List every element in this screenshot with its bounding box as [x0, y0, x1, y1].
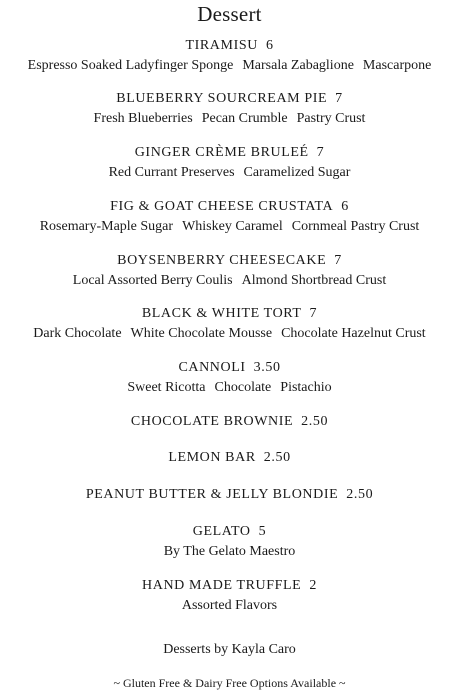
- item-price: 7: [309, 306, 318, 321]
- item-component: Fresh Blueberries: [93, 111, 193, 126]
- menu-item-chocolate-brownie: [0, 413, 459, 431]
- item-description: [0, 543, 459, 561]
- menu-item-pbj-blondie: [0, 486, 459, 504]
- item-name: CANNOLI: [178, 360, 246, 375]
- menu-item-tiramisu: [0, 37, 459, 75]
- item-price: 6: [265, 38, 274, 53]
- item-component: Assorted Flavors: [181, 598, 278, 613]
- item-component: Chocolate: [214, 380, 272, 395]
- item-description: [0, 164, 459, 182]
- item-component: Local Assorted Berry Coulis: [72, 273, 233, 288]
- menu-item-fig-goat-cheese-crustata: [0, 198, 459, 236]
- item-price: 2.50: [301, 414, 329, 429]
- item-component: Espresso Soaked Ladyfinger Sponge: [27, 58, 234, 73]
- pastry-chef-credit: Desserts by Kayla Caro: [163, 642, 296, 657]
- item-name: TIRAMISU: [185, 38, 258, 53]
- item-price: 2.50: [346, 487, 374, 502]
- item-price: 2: [309, 578, 317, 593]
- dietary-options-note: ~ Gluten Free & Dairy Free Options Available ~: [113, 676, 346, 690]
- item-component: Marsala Zabaglione: [242, 58, 354, 73]
- item-component: Caramelized Sugar: [243, 165, 351, 180]
- item-description: [0, 272, 459, 290]
- item-name: FIG & GOAT CHEESE CRUSTATA: [110, 199, 334, 214]
- item-component: Pastry Crust: [296, 111, 366, 126]
- item-name: HAND MADE TRUFFLE: [142, 578, 302, 593]
- menu-title: Dessert: [197, 2, 262, 26]
- item-description: [0, 379, 459, 397]
- item-component: Rosemary-Maple Sugar: [39, 219, 174, 234]
- item-component: Mascarpone: [362, 58, 432, 73]
- item-price: 7: [335, 91, 343, 106]
- item-component: Dark Chocolate: [33, 326, 122, 341]
- item-component: Sweet Ricotta: [127, 380, 206, 395]
- item-name: GELATO: [192, 524, 251, 539]
- menu-item-hand-made-truffle: [0, 577, 459, 615]
- item-component: Chocolate Hazelnut Crust: [281, 326, 426, 341]
- item-name: GINGER CRÈME BRULEÉ: [134, 145, 309, 160]
- item-price: 6: [341, 199, 349, 214]
- item-component: Almond Shortbread Crust: [241, 273, 387, 288]
- item-name: CHOCOLATE BROWNIE: [130, 414, 294, 429]
- item-name: BLACK & WHITE TORT: [141, 306, 302, 321]
- item-description: [0, 218, 459, 236]
- item-name: PEANUT BUTTER & JELLY BLONDIE: [85, 487, 339, 502]
- item-price: 2.50: [263, 450, 291, 465]
- item-description: [0, 110, 459, 128]
- menu-item-ginger-creme-brulee: [0, 144, 459, 182]
- item-description: [0, 57, 459, 75]
- menu-item-black-white-tort: [0, 305, 459, 343]
- item-name: BOYSENBERRY CHEESECAKE: [117, 253, 327, 268]
- item-name: BLUEBERRY SOURCREAM PIE: [116, 91, 328, 106]
- menu-item-cannoli: [0, 359, 459, 397]
- item-price: 7: [334, 253, 342, 268]
- item-price: 5: [258, 524, 267, 539]
- item-component: Red Currant Preserves: [108, 165, 235, 180]
- item-component: By The Gelato Maestro: [163, 544, 296, 559]
- item-description: [0, 597, 459, 615]
- item-price: 7: [316, 145, 325, 160]
- item-name: LEMON BAR: [168, 450, 256, 465]
- menu-item-gelato: [0, 523, 459, 561]
- item-price: 3.50: [253, 360, 281, 375]
- menu-item-boysenberry-cheesecake: [0, 252, 459, 290]
- item-component: Pecan Crumble: [201, 111, 288, 126]
- menu-item-lemon-bar: [0, 449, 459, 467]
- item-component: Cornmeal Pastry Crust: [291, 219, 420, 234]
- item-description: [0, 325, 459, 343]
- item-component: Whiskey Caramel: [182, 219, 283, 234]
- item-component: Pistachio: [280, 380, 332, 395]
- menu-item-blueberry-sourcream-pie: [0, 90, 459, 128]
- item-component: White Chocolate Mousse: [130, 326, 273, 341]
